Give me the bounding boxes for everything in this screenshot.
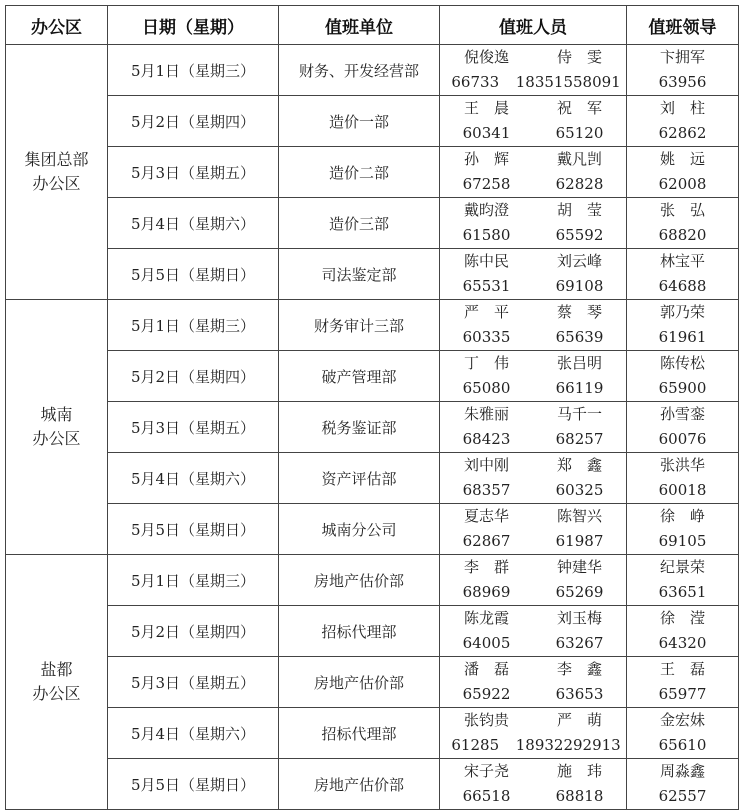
staff2-phone: 66119 [555, 379, 604, 397]
office-zone-name-line1: 集团总部 [24, 150, 89, 169]
duty-date: 5月4日（星期六） [108, 708, 279, 759]
staff2-phone: 63267 [555, 634, 604, 652]
duty-leader-cell [627, 198, 739, 249]
staff2-phone: 65639 [555, 328, 604, 346]
leader-name: 陈传松 [659, 354, 705, 372]
header-office: 办公区 [6, 6, 108, 45]
duty-unit: 财务、开发经营部 [279, 45, 440, 96]
table-row [6, 300, 739, 351]
office-zone-name-line2: 办公区 [32, 429, 81, 448]
duty-unit: 招标代理部 [279, 606, 440, 657]
duty-leader-cell [627, 759, 739, 810]
staff1-name: 严 平 [463, 303, 509, 321]
staff1-name: 戴昀澄 [463, 201, 509, 219]
staff1-phone: 62867 [462, 532, 511, 550]
leader-phone: 62862 [658, 124, 707, 142]
staff2-phone: 65592 [555, 226, 604, 244]
duty-unit: 造价一部 [279, 96, 440, 147]
table-row [6, 45, 739, 96]
staff1-phone: 66733 [451, 73, 500, 91]
office-zone-cell [6, 45, 108, 300]
duty-date: 5月2日（星期四） [108, 96, 279, 147]
duty-unit: 税务鉴证部 [279, 402, 440, 453]
duty-staff-cell [440, 351, 627, 402]
office-zone-name-line2: 办公区 [32, 174, 81, 193]
table-row [6, 351, 739, 402]
staff1-name: 倪俊逸 [463, 48, 509, 66]
staff2-phone: 68818 [555, 787, 604, 805]
duty-staff-cell [440, 708, 627, 759]
staff1-name: 李 群 [463, 558, 509, 576]
staff2-phone: 65269 [555, 583, 604, 601]
duty-date: 5月5日（星期日） [108, 504, 279, 555]
duty-leader-cell [627, 453, 739, 504]
staff1-phone: 60341 [462, 124, 511, 142]
staff2-phone: 69108 [555, 277, 604, 295]
leader-name: 姚 远 [659, 150, 705, 168]
duty-unit: 司法鉴定部 [279, 249, 440, 300]
duty-date: 5月3日（星期五） [108, 147, 279, 198]
leader-phone: 62557 [658, 787, 707, 805]
duty-date: 5月1日（星期三） [108, 300, 279, 351]
duty-leader-cell [627, 402, 739, 453]
staff2-name: 蔡 琴 [556, 303, 602, 321]
staff2-name: 侍 雯 [556, 48, 602, 66]
table-row [6, 402, 739, 453]
leader-name: 刘 柱 [659, 99, 705, 117]
table-row [6, 708, 739, 759]
duty-date: 5月2日（星期四） [108, 351, 279, 402]
duty-unit: 房地产估价部 [279, 555, 440, 606]
leader-phone: 64688 [658, 277, 707, 295]
duty-unit: 房地产估价部 [279, 657, 440, 708]
duty-leader-cell [627, 300, 739, 351]
leader-name: 卞拥军 [659, 48, 705, 66]
duty-unit: 造价二部 [279, 147, 440, 198]
staff1-phone: 68423 [462, 430, 511, 448]
header-unit: 值班单位 [279, 6, 440, 45]
duty-date: 5月1日（星期三） [108, 45, 279, 96]
duty-leader-cell [627, 96, 739, 147]
duty-date: 5月4日（星期六） [108, 453, 279, 504]
duty-leader-cell [627, 45, 739, 96]
staff2-name: 祝 军 [556, 99, 602, 117]
duty-unit: 资产评估部 [279, 453, 440, 504]
duty-leader-cell [627, 351, 739, 402]
staff2-phone: 62828 [555, 175, 604, 193]
duty-leader-cell [627, 504, 739, 555]
duty-date: 5月3日（星期五） [108, 402, 279, 453]
leader-phone: 62008 [658, 175, 707, 193]
leader-phone: 60018 [658, 481, 707, 499]
staff2-name: 张吕明 [556, 354, 602, 372]
office-zone-cell [6, 300, 108, 555]
staff1-name: 孙 辉 [463, 150, 509, 168]
duty-roster-table [5, 5, 739, 810]
staff1-phone: 65531 [462, 277, 511, 295]
duty-leader-cell [627, 249, 739, 300]
duty-staff-cell [440, 198, 627, 249]
leader-name: 纪景荣 [659, 558, 705, 576]
leader-phone: 60076 [658, 430, 707, 448]
staff2-phone: 60325 [555, 481, 604, 499]
staff1-name: 刘中刚 [463, 456, 509, 474]
staff2-name: 刘玉梅 [556, 609, 602, 627]
leader-name: 周淼鑫 [659, 762, 705, 780]
duty-staff-cell [440, 504, 627, 555]
duty-staff-cell [440, 453, 627, 504]
staff2-name: 陈智兴 [556, 507, 602, 525]
staff1-name: 陈龙霞 [463, 609, 509, 627]
staff2-name: 刘云峰 [556, 252, 602, 270]
staff2-name: 郑 鑫 [556, 456, 602, 474]
header-date: 日期（星期） [108, 6, 279, 45]
office-zone-name-line2: 办公区 [32, 684, 81, 703]
staff1-phone: 60335 [462, 328, 511, 346]
staff2-name: 严 萌 [556, 711, 602, 729]
duty-staff-cell [440, 96, 627, 147]
leader-name: 徐 滢 [659, 609, 705, 627]
staff1-phone: 68357 [462, 481, 511, 499]
table-row [6, 504, 739, 555]
duty-staff-cell [440, 45, 627, 96]
duty-staff-cell [440, 759, 627, 810]
staff1-name: 王 晨 [463, 99, 509, 117]
staff1-phone: 66518 [462, 787, 511, 805]
staff2-name: 钟建华 [556, 558, 602, 576]
table-row [6, 555, 739, 606]
leader-phone: 68820 [658, 226, 707, 244]
staff2-name: 胡 莹 [556, 201, 602, 219]
duty-staff-cell [440, 147, 627, 198]
office-zone-name-line1: 城南 [40, 405, 73, 424]
leader-phone: 61961 [658, 328, 707, 346]
table-row [6, 198, 739, 249]
staff1-name: 夏志华 [463, 507, 509, 525]
duty-leader-cell [627, 555, 739, 606]
staff1-name: 丁 伟 [463, 354, 509, 372]
duty-date: 5月3日（星期五） [108, 657, 279, 708]
staff2-phone: 68257 [555, 430, 604, 448]
staff1-name: 宋子尧 [463, 762, 509, 780]
staff1-phone: 61285 [451, 736, 500, 754]
staff2-phone: 18351558091 [515, 73, 621, 91]
leader-phone: 69105 [658, 532, 707, 550]
leader-name: 林宝平 [659, 252, 705, 270]
duty-staff-cell [440, 606, 627, 657]
duty-date: 5月4日（星期六） [108, 198, 279, 249]
office-zone-name-line1: 盐都 [40, 660, 73, 679]
duty-leader-cell [627, 147, 739, 198]
leader-phone: 63956 [658, 73, 707, 91]
duty-staff-cell [440, 555, 627, 606]
staff1-name: 陈中民 [463, 252, 509, 270]
duty-leader-cell [627, 606, 739, 657]
staff1-phone: 64005 [462, 634, 511, 652]
table-row [6, 606, 739, 657]
duty-staff-cell [440, 249, 627, 300]
staff1-phone: 65922 [462, 685, 511, 703]
staff2-phone: 65120 [555, 124, 604, 142]
leader-phone: 65610 [658, 736, 707, 754]
table-row [6, 147, 739, 198]
staff1-name: 张钧贵 [463, 711, 509, 729]
leader-name: 王 磊 [659, 660, 705, 678]
duty-date: 5月5日（星期日） [108, 249, 279, 300]
duty-unit: 造价三部 [279, 198, 440, 249]
staff1-phone: 67258 [462, 175, 511, 193]
table-row [6, 759, 739, 810]
leader-name: 徐 峥 [659, 507, 705, 525]
staff2-phone: 18932292913 [515, 736, 621, 754]
duty-staff-cell [440, 300, 627, 351]
leader-name: 张 弘 [659, 201, 705, 219]
table-row [6, 657, 739, 708]
staff2-phone: 63653 [555, 685, 604, 703]
staff2-name: 马千一 [556, 405, 602, 423]
duty-date: 5月1日（星期三） [108, 555, 279, 606]
leader-phone: 64320 [658, 634, 707, 652]
leader-phone: 65977 [658, 685, 707, 703]
staff1-phone: 68969 [462, 583, 511, 601]
staff1-name: 潘 磊 [463, 660, 509, 678]
leader-phone: 65900 [658, 379, 707, 397]
header-staff: 值班人员 [440, 6, 627, 45]
staff1-name: 朱雅丽 [463, 405, 509, 423]
duty-date: 5月2日（星期四） [108, 606, 279, 657]
duty-leader-cell [627, 708, 739, 759]
table-row [6, 453, 739, 504]
duty-unit: 破产管理部 [279, 351, 440, 402]
duty-unit: 房地产估价部 [279, 759, 440, 810]
duty-leader-cell [627, 657, 739, 708]
leader-name: 张洪华 [659, 456, 705, 474]
staff2-phone: 61987 [555, 532, 604, 550]
table-row [6, 96, 739, 147]
header-leader: 值班领导 [627, 6, 739, 45]
staff1-phone: 65080 [462, 379, 511, 397]
leader-phone: 63651 [658, 583, 707, 601]
leader-name: 孙雪銮 [659, 405, 705, 423]
leader-name: 金宏妹 [659, 711, 705, 729]
staff2-name: 施 玮 [556, 762, 602, 780]
staff2-name: 李 鑫 [556, 660, 602, 678]
duty-date: 5月5日（星期日） [108, 759, 279, 810]
staff1-phone: 61580 [462, 226, 511, 244]
duty-unit: 招标代理部 [279, 708, 440, 759]
office-zone-cell [6, 555, 108, 810]
table-row [6, 249, 739, 300]
duty-staff-cell [440, 402, 627, 453]
duty-staff-cell [440, 657, 627, 708]
staff2-name: 戴凡剀 [556, 150, 602, 168]
header-row [6, 6, 739, 45]
leader-name: 郭乃荣 [659, 303, 705, 321]
roster-body [6, 45, 739, 810]
duty-unit: 财务审计三部 [279, 300, 440, 351]
duty-unit: 城南分公司 [279, 504, 440, 555]
